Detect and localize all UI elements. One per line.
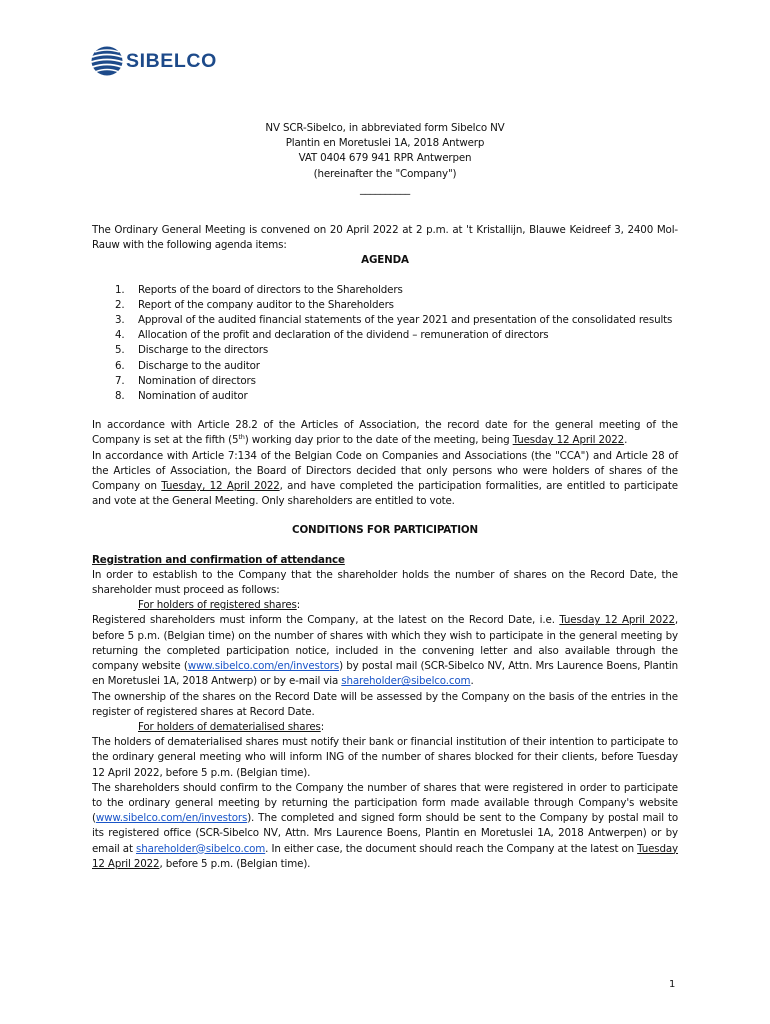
agenda-item <box>92 298 678 313</box>
confirm-text: . In either case, the document should reach the Company at the latest on <box>265 842 638 855</box>
company-header <box>92 121 678 197</box>
registered-text: Registered shareholders must inform the Company, at the latest on the Record Date, i.e. <box>92 614 560 627</box>
eligibility-text: In accordance with Article 7:134 of the Belgian Code on Companies and Associations (the "CCA") and Article 28 of the Articles of Association, the Board of Directors decided that only persons who were holders of shares of the Company on <box>92 449 678 493</box>
company-name-line: NV SCR-Sibelco, in abbreviated form Sibelco NV <box>265 122 505 134</box>
record-text: In accordance with Article 28.2 of the Articles of Association, the record date for the general meeting of the Company is set at the fifth (5 <box>92 419 678 447</box>
sibelco-globe-icon <box>90 44 124 78</box>
agenda-item <box>92 328 678 343</box>
brand-name: SIBELCO <box>126 49 217 72</box>
confirm-date: Tuesday 12 April 2022 <box>92 842 678 870</box>
registration-heading: Registration and confirmation of attendance <box>92 553 345 566</box>
confirm-text: The shareholders should confirm to the Company the number of shares that were registered in order to participate to the ordinary general meeting by returning the participation form made available through Company's website ( <box>92 781 678 825</box>
intro-paragraph: The Ordinary General Meeting is convened on 20 April 2022 at 2 p.m. at 't Kristallijn, Blauwe Keidreef 3, 2400 Mol-Rauw with the following agenda items: <box>92 224 678 252</box>
agenda-item <box>92 313 678 328</box>
agenda-item-text: Nomination of directors <box>138 374 256 387</box>
registered-holders-paragraph <box>92 613 678 689</box>
agenda-item-number: 1. <box>115 283 125 296</box>
registered-date: Tuesday 12 April 2022 <box>559 614 675 627</box>
registered-text: ) by postal mail (SCR-Sibelco NV, Attn. Mrs Laurence Boens, Plantin en Moretuslei 1A, 2018 Antwerp) or by e-mail via <box>92 660 678 688</box>
agenda-item <box>92 283 678 298</box>
registered-heading-text: For holders of registered shares <box>138 599 297 612</box>
conditions-title: CONDITIONS FOR PARTICIPATION <box>292 524 478 537</box>
sibelco-logo <box>90 44 217 78</box>
agenda-title: AGENDA <box>361 254 409 267</box>
company-vat-line: VAT 0404 679 941 RPR Antwerpen <box>298 152 472 165</box>
record-date-paragraph <box>92 418 678 448</box>
agenda-item-text: Allocation of the profit and declaration of the dividend – remuneration of directors <box>138 329 549 342</box>
registered-text: , before 5 p.m. (Belgian time) on the number of shares with which they wish to participate in the general meeting by returning the completed participation notice, included in the convening letter and also available through the company website ( <box>92 614 678 673</box>
agenda-item-text: Reports of the board of directors to the Shareholders <box>138 283 403 296</box>
agenda-item-number: 6. <box>115 359 125 372</box>
header-rule: __________ <box>360 182 410 195</box>
agenda-item-text: Approval of the audited financial statements of the year 2021 and presentation of the consolidated results <box>138 314 673 327</box>
agenda-item <box>92 343 678 358</box>
confirm-text: , before 5 p.m. (Belgian time). <box>159 857 311 870</box>
eligibility-text: , and have completed the participation formalities, are entitled to participate and vote at the General Meeting. Only shareholders are entitled to vote. <box>92 480 678 508</box>
record-text: . <box>624 434 628 447</box>
confirm-text: ). The completed and signed form should be sent to the Company by postal mail to its registered office (SCR-Sibelco NV, Attn. Mrs Laurence Boens, Plantin en Moretuslei 1A, 2018 Antwerpen) or by email at <box>92 812 678 855</box>
registration-intro: In order to establish to the Company that the shareholder holds the number of shares on the Record Date, the shareholder must proceed as follows: <box>92 568 678 597</box>
agenda-list <box>92 283 678 405</box>
company-alias-line: (hereinafter the "Company") <box>313 167 457 180</box>
ordinal-suffix: th <box>238 433 245 442</box>
investors-link[interactable]: www.sibelco.com/en/investors <box>187 660 340 673</box>
investors-link[interactable]: www.sibelco.com/en/investors <box>95 812 248 825</box>
agenda-item <box>92 389 678 404</box>
demat-heading-text: For holders of dematerialised shares <box>138 720 321 733</box>
agenda-item-number: 5. <box>115 344 125 357</box>
document-body <box>92 121 678 872</box>
dematerialised-holders-heading <box>92 720 678 735</box>
eligibility-date: Tuesday, 12 April 2022 <box>161 480 280 493</box>
agenda-item-text: Discharge to the auditor <box>138 359 260 372</box>
shareholder-email-link[interactable]: shareholder@sibelco.com <box>135 842 266 855</box>
agenda-item-number: 7. <box>115 374 125 387</box>
registered-holders-heading <box>92 598 678 613</box>
agenda-item <box>92 374 678 389</box>
dematerialised-paragraph: The holders of dematerialised shares must notify their bank or financial institution of their intention to participate to the ordinary general meeting who will inform ING of the number of shares blocked for their clients, before Tuesday 12 April 2022, before 5 p.m. (Belgian time). <box>92 736 678 779</box>
record-date: Tuesday 12 April 2022 <box>512 434 625 447</box>
agenda-item-text: Nomination of auditor <box>138 390 248 403</box>
heading-colon: : <box>320 720 325 733</box>
confirmation-paragraph <box>92 781 678 872</box>
agenda-item-number: 4. <box>115 329 125 342</box>
agenda-item-number: 3. <box>115 314 125 327</box>
agenda-item-text: Report of the company auditor to the Shareholders <box>138 298 394 311</box>
heading-colon: : <box>296 599 301 612</box>
agenda-item-number: 2. <box>115 298 125 311</box>
ownership-paragraph: The ownership of the shares on the Record Date will be assessed by the Company on the basis of the entries in the register of registered shares at Record Date. <box>92 690 678 718</box>
shareholder-email-link[interactable]: shareholder@sibelco.com <box>341 675 471 688</box>
registered-text: . <box>470 675 474 688</box>
page-number: 1 <box>669 979 676 990</box>
company-address-line: Plantin en Moretuslei 1A, 2018 Antwerp <box>285 137 485 150</box>
agenda-item-text: Discharge to the directors <box>138 344 269 357</box>
agenda-item <box>92 359 678 374</box>
record-text: ) working day prior to the date of the meeting, being <box>244 434 513 447</box>
eligibility-paragraph <box>92 449 678 510</box>
agenda-item-number: 8. <box>115 390 125 403</box>
